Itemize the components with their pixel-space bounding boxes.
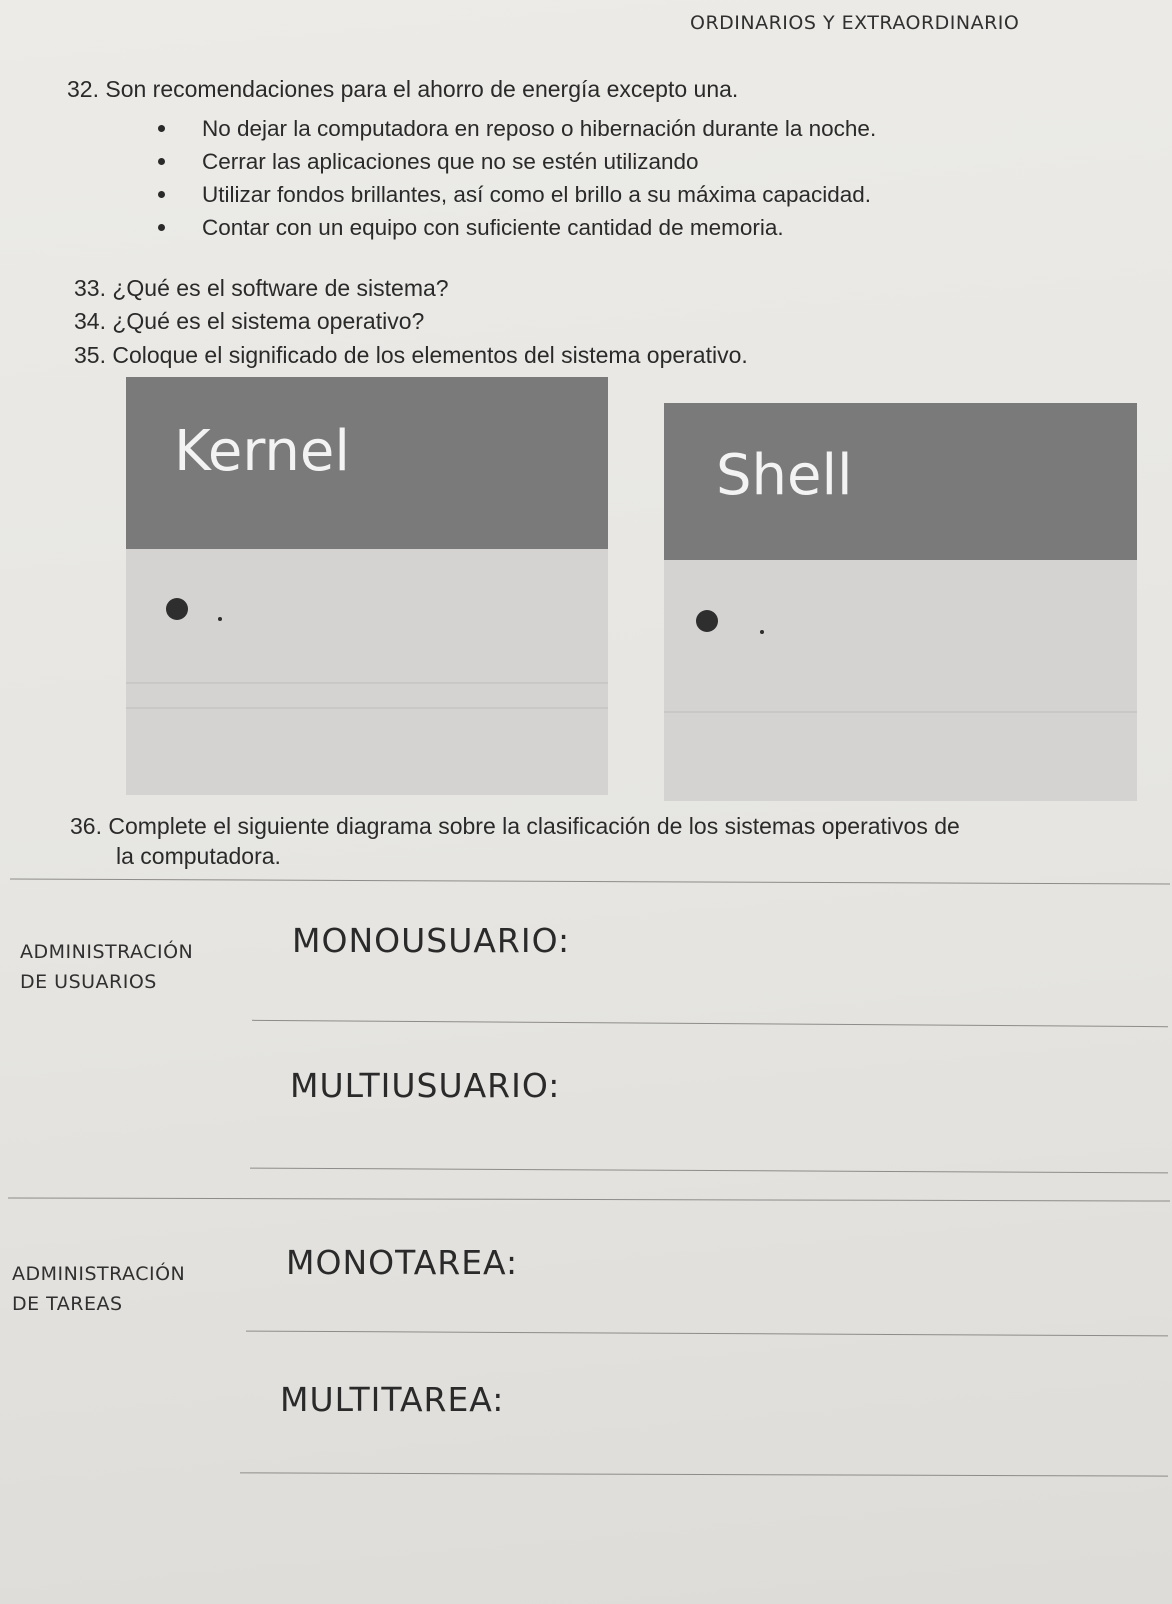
shell-card — [664, 403, 1137, 801]
bullet-icon — [166, 598, 188, 620]
diagram-top-rule — [10, 878, 1170, 884]
question-32: 32. Son recomendaciones para el ahorro de energía excepto una. — [67, 76, 739, 102]
multitarea-answer-line[interactable] — [240, 1472, 1168, 1476]
option-text: Contar con un equipo con suficiente cantidad de memoria. — [202, 215, 784, 240]
shell-title: Shell — [716, 443, 853, 508]
bullet-icon — [158, 224, 165, 231]
option-text: No dejar la computadora en reposo o hibernación durante la noche. — [202, 116, 877, 141]
group-users-label-line2: DE USUARIOS — [20, 971, 157, 993]
group-users-label-line1: ADMINISTRACIÓN — [20, 941, 194, 963]
kernel-title: Kernel — [174, 419, 350, 484]
bullet-icon — [158, 125, 165, 132]
monousuario-answer-line[interactable] — [252, 1020, 1168, 1027]
multitarea-label: MULTITAREA: — [280, 1380, 505, 1419]
card-divider — [126, 682, 608, 684]
question-36-line2: la computadora. — [116, 843, 281, 869]
option-text: Cerrar las aplicaciones que no se estén utilizando — [202, 149, 699, 174]
bullet-icon — [760, 630, 764, 634]
question-33: 33. ¿Qué es el software de sistema? — [74, 275, 449, 301]
page-header: ORDINARIOS Y EXTRAORDINARIO — [690, 12, 1020, 34]
bullet-icon — [158, 158, 165, 165]
question-34: 34. ¿Qué es el sistema operativo? — [74, 308, 425, 334]
group-tasks-label-line1: ADMINISTRACIÓN — [12, 1263, 186, 1285]
group-tasks-label-line2: DE TAREAS — [12, 1293, 123, 1315]
card-divider — [126, 707, 608, 709]
multiusuario-answer-line[interactable] — [250, 1168, 1168, 1174]
option-item — [158, 178, 876, 211]
multiusuario-label: MULTIUSUARIO: — [290, 1066, 561, 1105]
monousuario-label: MONOUSUARIO: — [292, 921, 571, 960]
card-divider — [664, 711, 1137, 713]
diagram-middle-rule — [8, 1197, 1170, 1201]
monotarea-answer-line[interactable] — [246, 1331, 1168, 1337]
bullet-icon — [218, 617, 222, 621]
option-item — [158, 145, 876, 178]
question-36-line1: 36. Complete el siguiente diagrama sobre la clasificación de los sistemas operativos de — [70, 813, 960, 839]
option-text: Utilizar fondos brillantes, así como el brillo a su máxima capacidad. — [202, 182, 872, 207]
option-item — [158, 112, 876, 145]
monotarea-label: MONOTAREA: — [286, 1243, 519, 1282]
question-35: 35. Coloque el significado de los elementos del sistema operativo. — [74, 342, 748, 368]
bullet-icon — [158, 191, 165, 198]
question-32-options — [158, 112, 876, 244]
bullet-icon — [696, 610, 718, 632]
kernel-card — [126, 377, 608, 795]
option-item — [158, 211, 876, 244]
